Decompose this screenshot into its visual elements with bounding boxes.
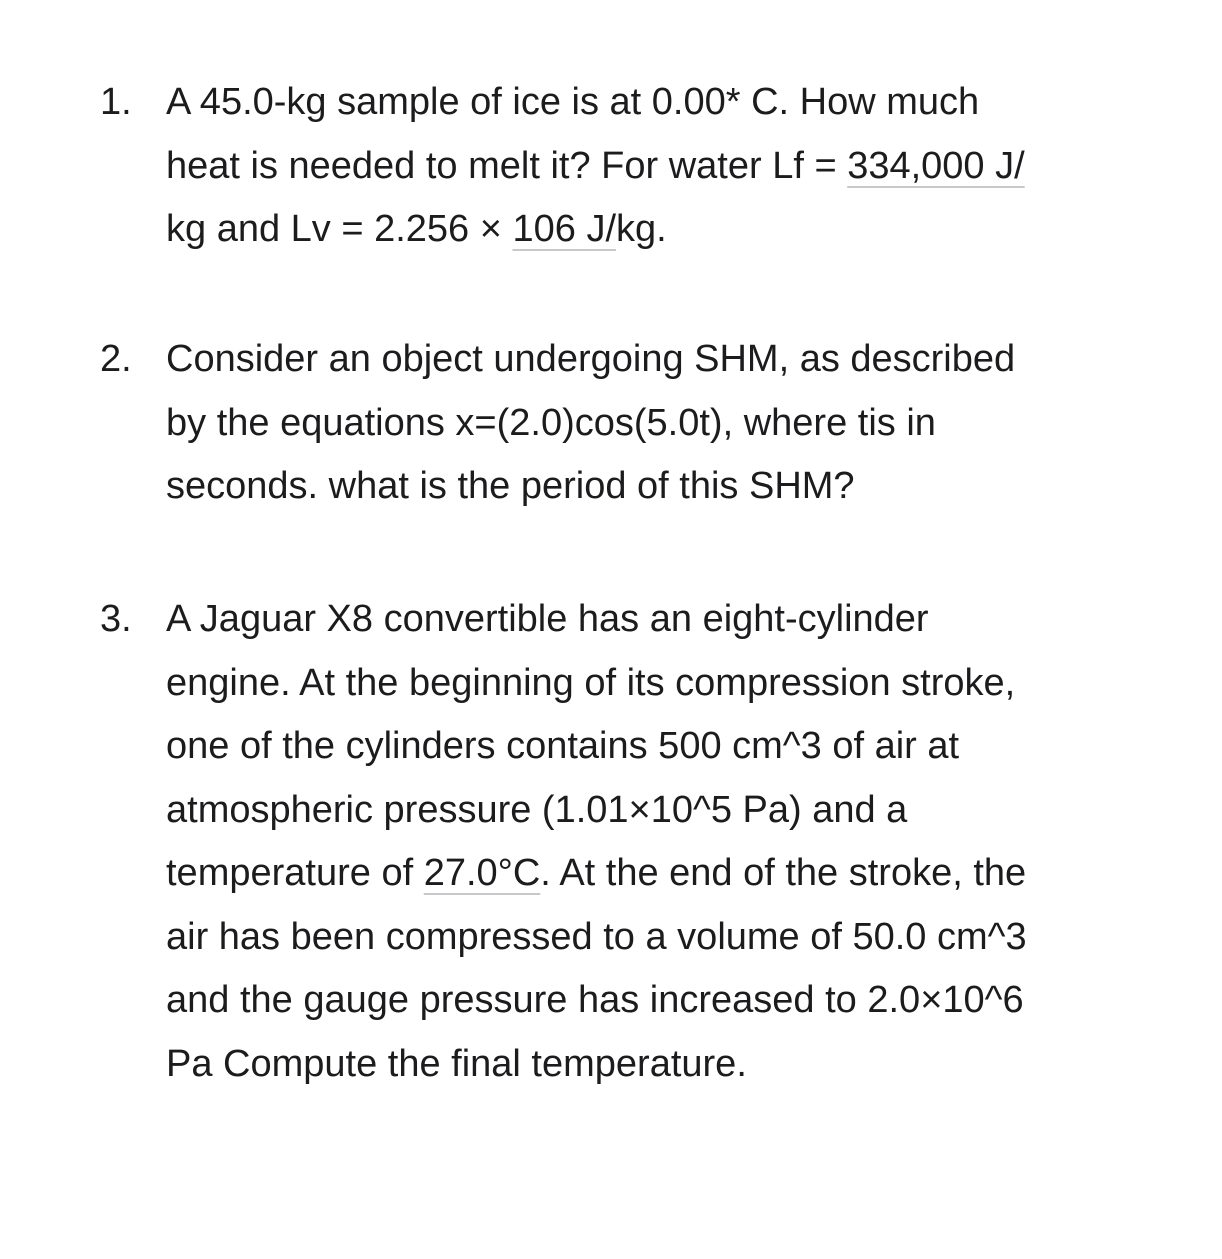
question-number: 2. [100,338,132,380]
text-segment: kg. [616,208,667,250]
detected-data-link[interactable]: 334,000 J/ [847,144,1025,187]
question-2 [100,328,1180,519]
text-segment: temperature of [166,852,424,894]
question-text [166,328,1180,519]
question-number: 1. [100,81,132,123]
text-line: A 45.0-kg sample of ice is at 0.00* C. How much [166,81,980,123]
text-line: Pa Compute the final temperature. [166,1042,747,1085]
question-text [166,588,1180,1096]
detected-data-link[interactable]: 27.0°C [423,852,541,894]
text-line [166,842,1180,906]
text-line: atmospheric pressure (1.01×10^5 Pa) and a [166,788,908,831]
text-line: air has been compressed to a volume of 50.0 cm^3 [166,915,1027,958]
text-segment: heat is needed to melt it? For water Lf = [166,144,848,187]
text-line: and the gauge pressure has increased to 2.0×10^6 [166,979,1024,1021]
question-text [166,71,1180,262]
question-1 [100,71,1180,262]
text-segment: . At the end of the stroke, the [540,852,1027,894]
text-line: engine. At the beginning of its compression stroke, [166,661,1016,704]
text-line: seconds. what is the period of this SHM? [166,465,855,507]
text-line: by the equations x=(2.0)cos(5.0t), where tis in [166,401,936,444]
text-line: A Jaguar X8 convertible has an eight-cylinder [166,598,929,640]
question-3 [100,588,1180,1096]
text-line [166,135,1180,199]
text-line: one of the cylinders contains 500 cm^3 of air at [166,725,960,767]
question-number: 3. [100,598,132,640]
text-line: Consider an object undergoing SHM, as described [166,338,1016,380]
text-segment: kg and Lv = 2.256 × [166,208,513,250]
text-line [166,198,1180,262]
detected-data-link[interactable]: 106 J/ [512,208,617,250]
